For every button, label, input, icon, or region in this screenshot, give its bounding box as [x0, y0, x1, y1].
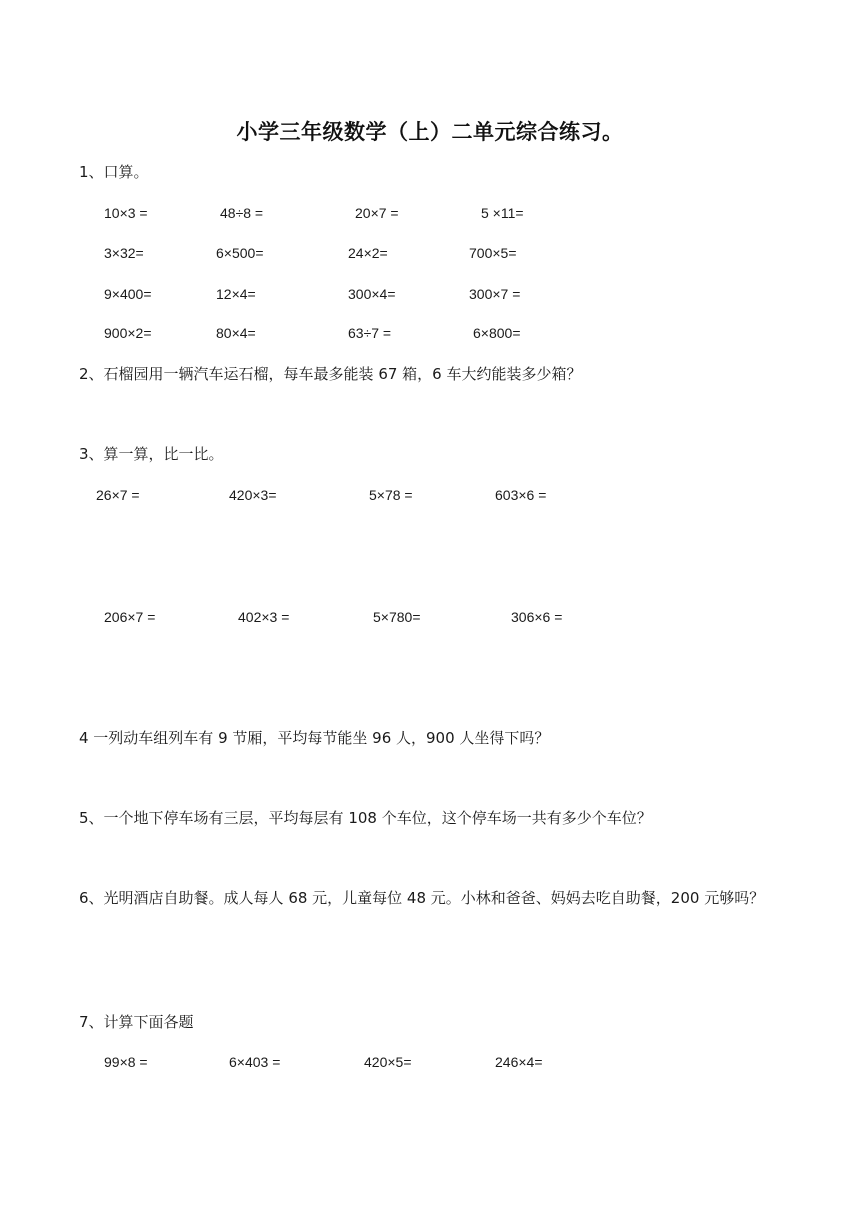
- q7-problem: 6×403 =: [229, 1054, 281, 1070]
- q3-problem: 306×6 =: [511, 609, 563, 625]
- q1-problem: 6×500=: [216, 245, 264, 261]
- q1-problem: 12×4=: [216, 286, 256, 302]
- q1-problem: 48÷8 =: [220, 205, 264, 221]
- q1-problem: 6×800=: [473, 325, 521, 341]
- q1-problem: 63÷7 =: [348, 325, 392, 341]
- q3-problem: 5×78 =: [369, 487, 413, 503]
- q7-problem: 420×5=: [364, 1054, 412, 1070]
- q1-problem: 300×4=: [348, 286, 396, 302]
- q1-problem: 700×5=: [469, 245, 517, 261]
- q3-problem: 5×780=: [373, 609, 421, 625]
- q3-problem: 420×3=: [229, 487, 277, 503]
- q1-problem: 5 ×11=: [481, 205, 524, 221]
- question-5-text: 5、一个地下停车场有三层，平均每层有 108 个车位，这个停车场一共有多少个车位？: [79, 809, 652, 827]
- page-title: 小学三年级数学（上）二单元综合练习。: [236, 120, 624, 144]
- q3-problem: 402×3 =: [238, 609, 290, 625]
- question-1-heading: 1、口算。: [79, 163, 149, 181]
- q1-problem: 80×4=: [216, 325, 256, 341]
- q1-problem: 3×32=: [104, 245, 144, 261]
- q3-problem: 206×7 =: [104, 609, 156, 625]
- q1-problem: 900×2=: [104, 325, 152, 341]
- q1-problem: 20×7 =: [355, 205, 399, 221]
- question-6-text: 6、光明酒店自助餐。成人每人 68 元，儿童每位 48 元。小林和爸爸、妈妈去吃自助餐，200 元够吗？: [79, 889, 765, 907]
- q1-problem: 9×400=: [104, 286, 152, 302]
- question-7-heading: 7、计算下面各题: [79, 1013, 194, 1031]
- question-2-text: 2、石榴园用一辆汽车运石榴，每车最多能装 67 箱，6 车大约能装多少箱？: [79, 365, 582, 383]
- q1-problem: 300×7 =: [469, 286, 521, 302]
- q7-problem: 99×8 =: [104, 1054, 148, 1070]
- question-4-text: 4 一列动车组列车有 9 节厢，平均每节能坐 96 人，900 人坐得下吗？: [79, 729, 550, 747]
- q1-problem: 24×2=: [348, 245, 388, 261]
- q3-problem: 603×6 =: [495, 487, 547, 503]
- question-3-heading: 3、算一算，比一比。: [79, 445, 224, 463]
- q1-problem: 10×3 =: [104, 205, 148, 221]
- q3-problem: 26×7 =: [96, 487, 140, 503]
- q7-problem: 246×4=: [495, 1054, 543, 1070]
